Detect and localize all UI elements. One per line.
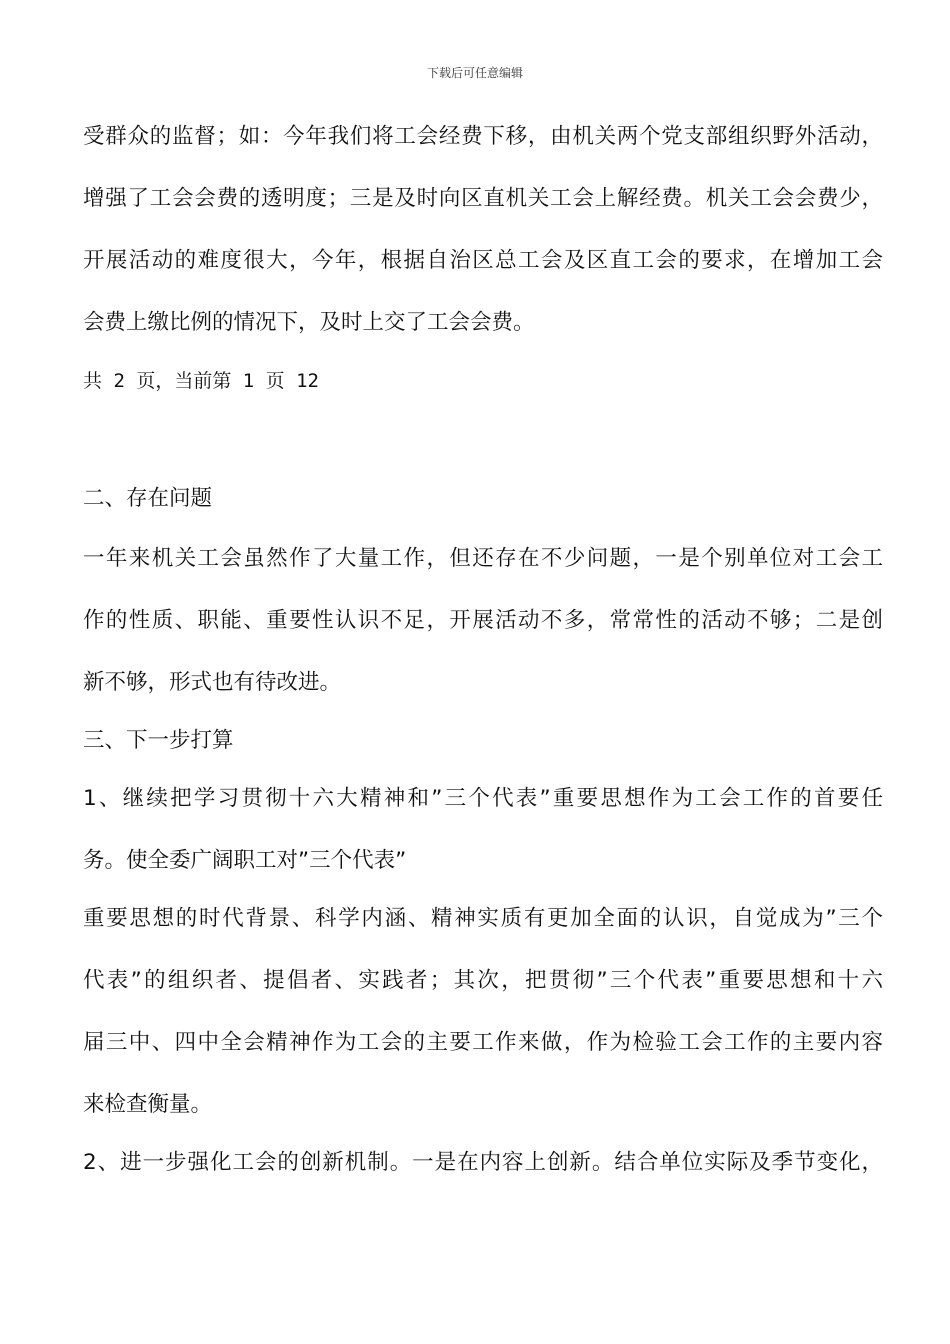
paragraph-line-11: 务。使全委广阔职工对”三个代表” xyxy=(83,848,407,873)
paragraph-line-7: 作的性质、职能、重要性认识不足，开展活动不多，常常性的活动不够；二是创 xyxy=(83,608,885,633)
section-heading-problems: 二、存在问题 xyxy=(83,486,213,511)
page-header-watermark: 下载后可任意编辑 xyxy=(426,66,523,80)
paragraph-line-8: 新不够，形式也有待改进。 xyxy=(83,670,342,695)
paragraph-line-12: 重要思想的时代背景、科学内涵、精神实质有更加全面的认识，自觉成为”三个 xyxy=(83,906,885,931)
paragraph-line-4: 会费上缴比例的情况下，及时上交了工会会费。 xyxy=(83,310,535,335)
document-body xyxy=(83,114,886,1202)
paragraph-line-16: 2、进一步强化工会的创新机制。一是在内容上创新。结合单位实际及季节变化， xyxy=(83,1150,884,1175)
paragraph-line-6: 一年来机关工会虽然作了大量工作，但还存在不少问题，一是个别单位对工会工 xyxy=(83,546,885,571)
paragraph-line-14: 届三中、四中全会精神作为工会的主要工作来做，作为检验工会工作的主要内容 xyxy=(83,1030,885,1055)
paragraph-line-10: 1、继续把学习贯彻十六大精神和”三个代表”重要思想作为工会工作的首要任 xyxy=(83,786,886,811)
paragraph-line-13: 代表”的组织者、提倡者、实践者；其次，把贯彻”三个代表”重要思想和十六 xyxy=(83,968,886,993)
paragraph-line-1: 受群众的监督；如：今年我们将工会经费下移，由机关两个党支部组织野外活动， xyxy=(83,124,884,149)
paragraph-line-15: 来检查衡量。 xyxy=(83,1092,213,1117)
paragraph-line-2: 增强了工会会费的透明度；三是及时向区直机关工会上解经费。机关工会会费少， xyxy=(83,186,884,211)
page-count-note: 共 2 页，当前第 1 页 12 xyxy=(83,370,319,392)
section-heading-next-steps: 三、下一步打算 xyxy=(83,728,234,753)
paragraph-line-3: 开展活动的难度很大，今年，根据自治区总工会及区直工会的要求，在增加工会 xyxy=(83,248,885,273)
